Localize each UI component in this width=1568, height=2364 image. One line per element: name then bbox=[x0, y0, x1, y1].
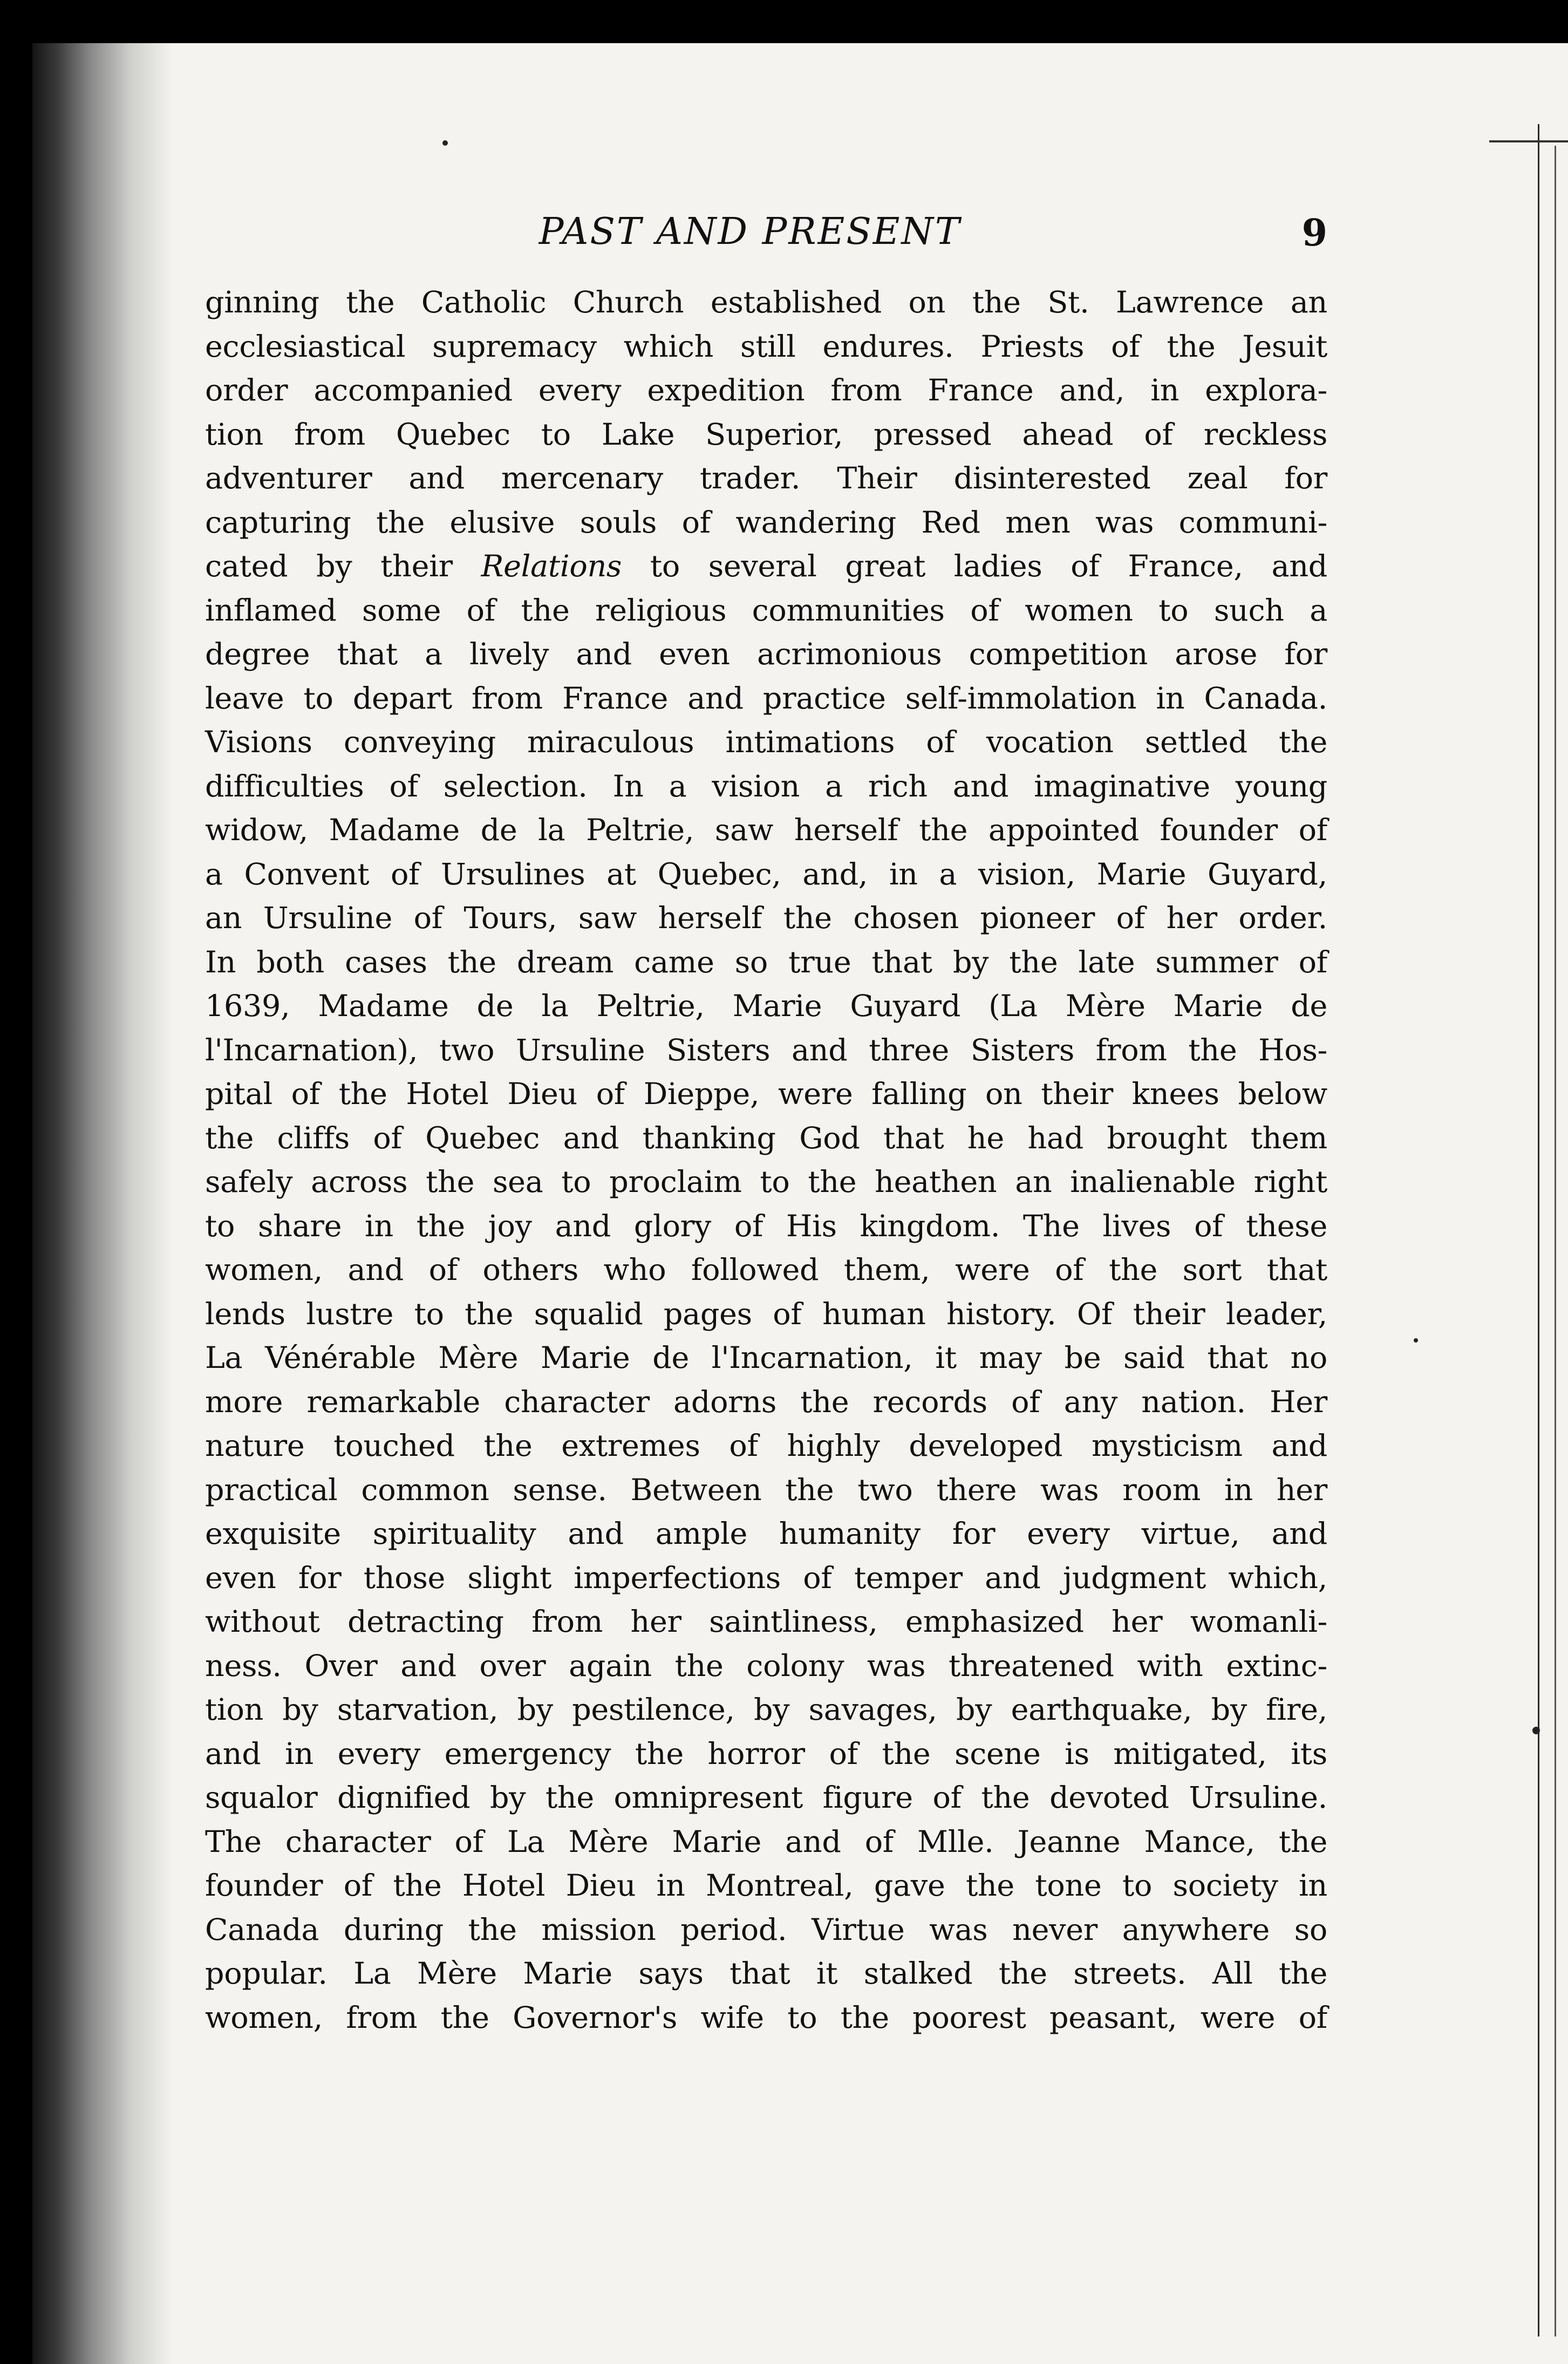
text-line: tion by starvation, by pestilence, by savages, by earthquake, by fire, bbox=[205, 1692, 1327, 1727]
text-line: Canada during the mission period. Virtue was never anywhere so bbox=[205, 1912, 1327, 1947]
text-line: practical common sense. Between the two there was room in her bbox=[205, 1472, 1327, 1508]
text-line: women, from the Governor's wife to the poorest peasant, were of bbox=[205, 2000, 1327, 2035]
text-line: pital of the Hotel Dieu of Dieppe, were falling on their knees below bbox=[205, 1077, 1327, 1112]
text-line: In both cases the dream came so true that by the late summer of bbox=[205, 944, 1327, 980]
text-line: an Ursuline of Tours, saw herself the chosen pioneer of her order. bbox=[205, 901, 1327, 936]
page-edge bbox=[1538, 124, 1568, 2336]
text-line: even for those slight imperfections of temper and judgment which, bbox=[205, 1560, 1327, 1596]
text-line: l'Incarnation), two Ursuline Sisters and three Sisters from the Hos- bbox=[205, 1032, 1327, 1068]
text-line: capturing the elusive souls of wandering Red men was communi- bbox=[205, 505, 1327, 540]
page-header bbox=[173, 205, 1327, 270]
text-line: to share in the joy and glory of His kingdom. The lives of these bbox=[205, 1208, 1327, 1244]
italic-title: Relations bbox=[481, 549, 622, 584]
body-text bbox=[205, 281, 1327, 2040]
text-line: and in every emergency the horror of the scene is mitigated, its bbox=[205, 1736, 1327, 1772]
text-line: leave to depart from France and practice self-immolation in Canada. bbox=[205, 680, 1327, 716]
text-line: safely across the sea to proclaim to the heathen an inalienable right bbox=[205, 1164, 1327, 1200]
text-line: tion from Quebec to Lake Superior, pressed ahead of reckless bbox=[205, 417, 1327, 452]
text-line: the cliffs of Quebec and thanking God that he had brought them bbox=[205, 1120, 1327, 1156]
speck bbox=[442, 140, 448, 146]
speck bbox=[1532, 1727, 1540, 1734]
text-line: lends lustre to the squalid pages of human history. Of their leader, bbox=[205, 1296, 1327, 1332]
text-line: women, and of others who followed them, were of the sort that bbox=[205, 1252, 1327, 1287]
text-line: squalor dignified by the omnipresent figure of the devoted Ursuline. bbox=[205, 1780, 1327, 1815]
text-line: La Vénérable Mère Marie de l'Incarnation, it may be said that no bbox=[205, 1340, 1327, 1375]
text-line: cated by their Relations to several great ladies of France, and bbox=[205, 549, 1328, 584]
text-line: order accompanied every expedition from France and, in explora- bbox=[205, 373, 1327, 408]
text-line: degree that a lively and even acrimonious competition arose for bbox=[205, 637, 1327, 672]
text-line: without detracting from her saintliness, emphasized her womanli- bbox=[205, 1604, 1327, 1639]
text-line: 1639, Madame de la Peltrie, Marie Guyard (La Mère Marie de bbox=[205, 989, 1327, 1024]
text-line: inflamed some of the religious communities of women to such a bbox=[205, 592, 1327, 628]
binding-shadow bbox=[32, 43, 173, 2364]
text-line: ginning the Catholic Church established on the St. Lawrence an bbox=[205, 285, 1327, 320]
text-line: a Convent of Ursulines at Quebec, and, in a vision, Marie Guyard, bbox=[205, 856, 1327, 892]
text-line: more remarkable character adorns the records of any nation. Her bbox=[205, 1384, 1327, 1420]
text-line: The character of La Mère Marie and of Mlle. Jeanne Mance, the bbox=[205, 1824, 1327, 1859]
text-line: difficulties of selection. In a vision a rich and imaginative young bbox=[205, 768, 1327, 804]
text-line: popular. La Mère Marie says that it stalked the streets. All the bbox=[205, 1956, 1327, 1991]
text-line: adventurer and mercenary trader. Their disinterested zeal for bbox=[205, 461, 1327, 496]
text-line: founder of the Hotel Dieu in Montreal, gave the tone to society in bbox=[205, 1868, 1327, 1903]
running-title: PAST AND PRESENT bbox=[538, 210, 962, 253]
text-line: ecclesiastical supremacy which still endures. Priests of the Jesuit bbox=[205, 329, 1327, 364]
text-line: ness. Over and over again the colony was threatened with extinc- bbox=[205, 1648, 1327, 1684]
page-number: 9 bbox=[1301, 212, 1327, 255]
text-line: widow, Madame de la Peltrie, saw herself the appointed founder of bbox=[205, 813, 1327, 848]
edge-rule bbox=[1489, 140, 1568, 142]
text-line: nature touched the extremes of highly developed mysticism and bbox=[205, 1428, 1327, 1463]
text-line: exquisite spirituality and ample humanity for every virtue, and bbox=[205, 1516, 1327, 1551]
speck bbox=[1414, 1338, 1418, 1343]
text-line: Visions conveying miraculous intimations of vocation settled the bbox=[205, 725, 1327, 760]
